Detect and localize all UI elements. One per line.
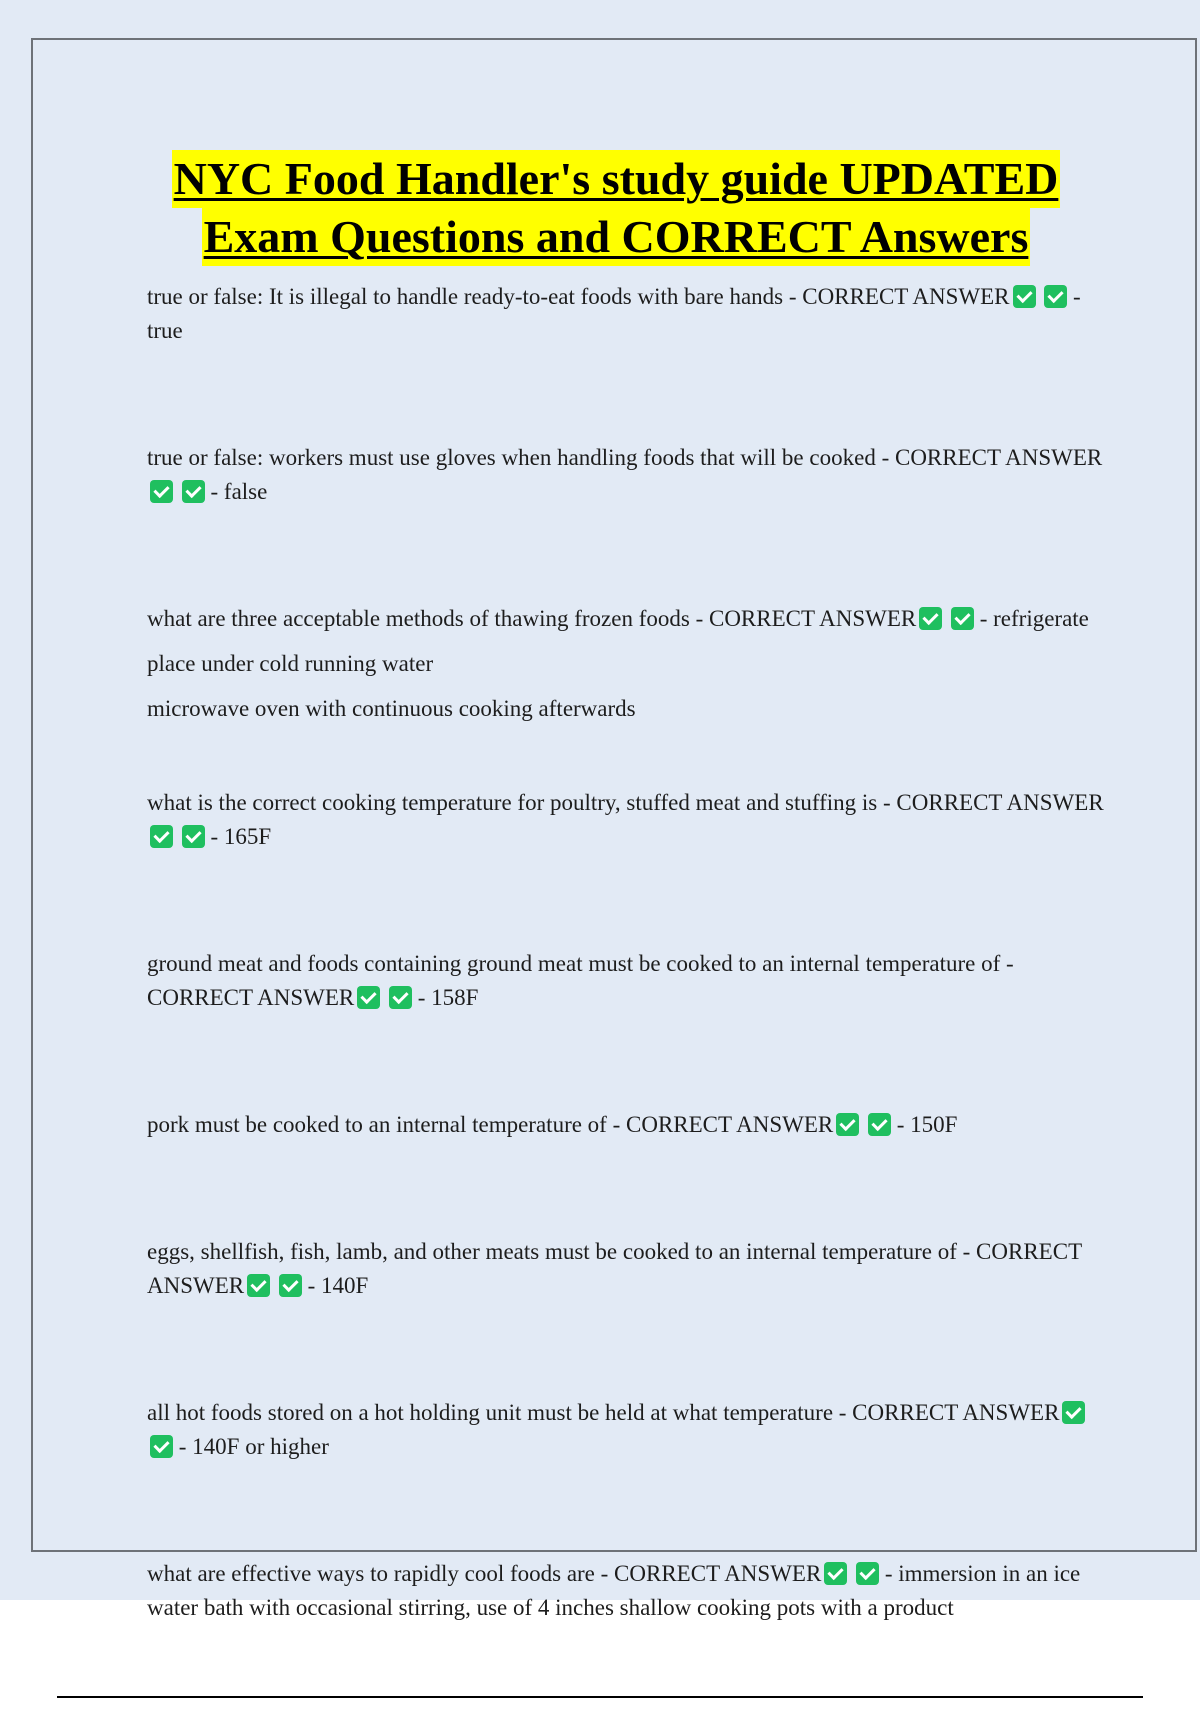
green-checkbox-icon bbox=[868, 1113, 891, 1136]
qa-item bbox=[147, 1108, 1107, 1142]
green-checkbox-icon bbox=[951, 607, 974, 630]
question-text: eggs, shellfish, fish, lamb, and other meats must be cooked to an internal temperature of - CORRECT ANSWER bbox=[147, 1239, 1082, 1298]
green-checkbox-icon bbox=[182, 825, 205, 848]
green-checkbox-icon bbox=[357, 986, 380, 1009]
green-checkbox-icon bbox=[150, 825, 173, 848]
qa-item bbox=[147, 1557, 1107, 1625]
green-checkbox-icon bbox=[1044, 285, 1067, 308]
qa-item bbox=[147, 947, 1107, 1015]
title-line-2: Exam Questions and CORRECT Answers bbox=[202, 208, 1031, 266]
question-text: what are effective ways to rapidly cool foods are - CORRECT ANSWER bbox=[147, 1561, 822, 1586]
green-checkbox-icon bbox=[279, 1274, 302, 1297]
answer-text: - refrigerate bbox=[979, 606, 1089, 631]
green-checkbox-icon bbox=[150, 480, 173, 503]
question-text: pork must be cooked to an internal temperature of - CORRECT ANSWER bbox=[147, 1112, 834, 1137]
document-title bbox=[33, 150, 1199, 266]
green-checkbox-icon bbox=[836, 1113, 859, 1136]
question-text: what is the correct cooking temperature for poultry, stuffed meat and stuffing is - CORRECT ANSWER bbox=[147, 790, 1104, 815]
question-text: all hot foods stored on a hot holding unit must be held at what temperature - CORRECT ANSWER bbox=[147, 1400, 1060, 1425]
answer-text: - 158F bbox=[417, 985, 479, 1010]
qa-item bbox=[147, 280, 1107, 348]
answer-continuation: place under cold running water bbox=[147, 651, 434, 676]
question-text: what are three acceptable methods of thawing frozen foods - CORRECT ANSWER bbox=[147, 606, 917, 631]
answer-continuation: microwave oven with continuous cooking afterwards bbox=[147, 696, 636, 721]
title-line-1: NYC Food Handler's study guide UPDATED bbox=[172, 150, 1061, 208]
qa-item bbox=[147, 602, 1107, 636]
answer-text: - true bbox=[147, 284, 1081, 343]
qa-list bbox=[147, 280, 1107, 1718]
green-checkbox-icon bbox=[247, 1274, 270, 1297]
document-page bbox=[31, 38, 1197, 1620]
answer-text: - 140F bbox=[307, 1273, 369, 1298]
question-text: true or false: It is illegal to handle ready-to-eat foods with bare hands - CORRECT ANSWER bbox=[147, 284, 1010, 309]
answer-text: - 140F or higher bbox=[178, 1434, 329, 1459]
green-checkbox-icon bbox=[1062, 1401, 1085, 1424]
qa-item bbox=[147, 1396, 1107, 1464]
qa-item bbox=[147, 1235, 1107, 1303]
green-checkbox-icon bbox=[182, 480, 205, 503]
qa-item bbox=[147, 786, 1107, 854]
answer-text: - 165F bbox=[210, 824, 272, 849]
answer-text: - 150F bbox=[896, 1112, 958, 1137]
answer-text: - false bbox=[210, 479, 268, 504]
green-checkbox-icon bbox=[856, 1562, 879, 1585]
footer-divider bbox=[57, 1696, 1143, 1698]
qa-item bbox=[147, 441, 1107, 509]
answer-text: - immersion in an ice water bath with occasional stirring, use of 4 inches shallow cooking pots with a product bbox=[147, 1561, 1081, 1620]
green-checkbox-icon bbox=[150, 1435, 173, 1458]
question-text: ground meat and foods containing ground meat must be cooked to an internal temperature of - CORRECT ANSWER bbox=[147, 951, 1014, 1010]
green-checkbox-icon bbox=[389, 986, 412, 1009]
green-checkbox-icon bbox=[824, 1562, 847, 1585]
question-text: true or false: workers must use gloves when handling foods that will be cooked - CORRECT ANSWER bbox=[147, 445, 1103, 470]
green-checkbox-icon bbox=[919, 607, 942, 630]
green-checkbox-icon bbox=[1013, 285, 1036, 308]
